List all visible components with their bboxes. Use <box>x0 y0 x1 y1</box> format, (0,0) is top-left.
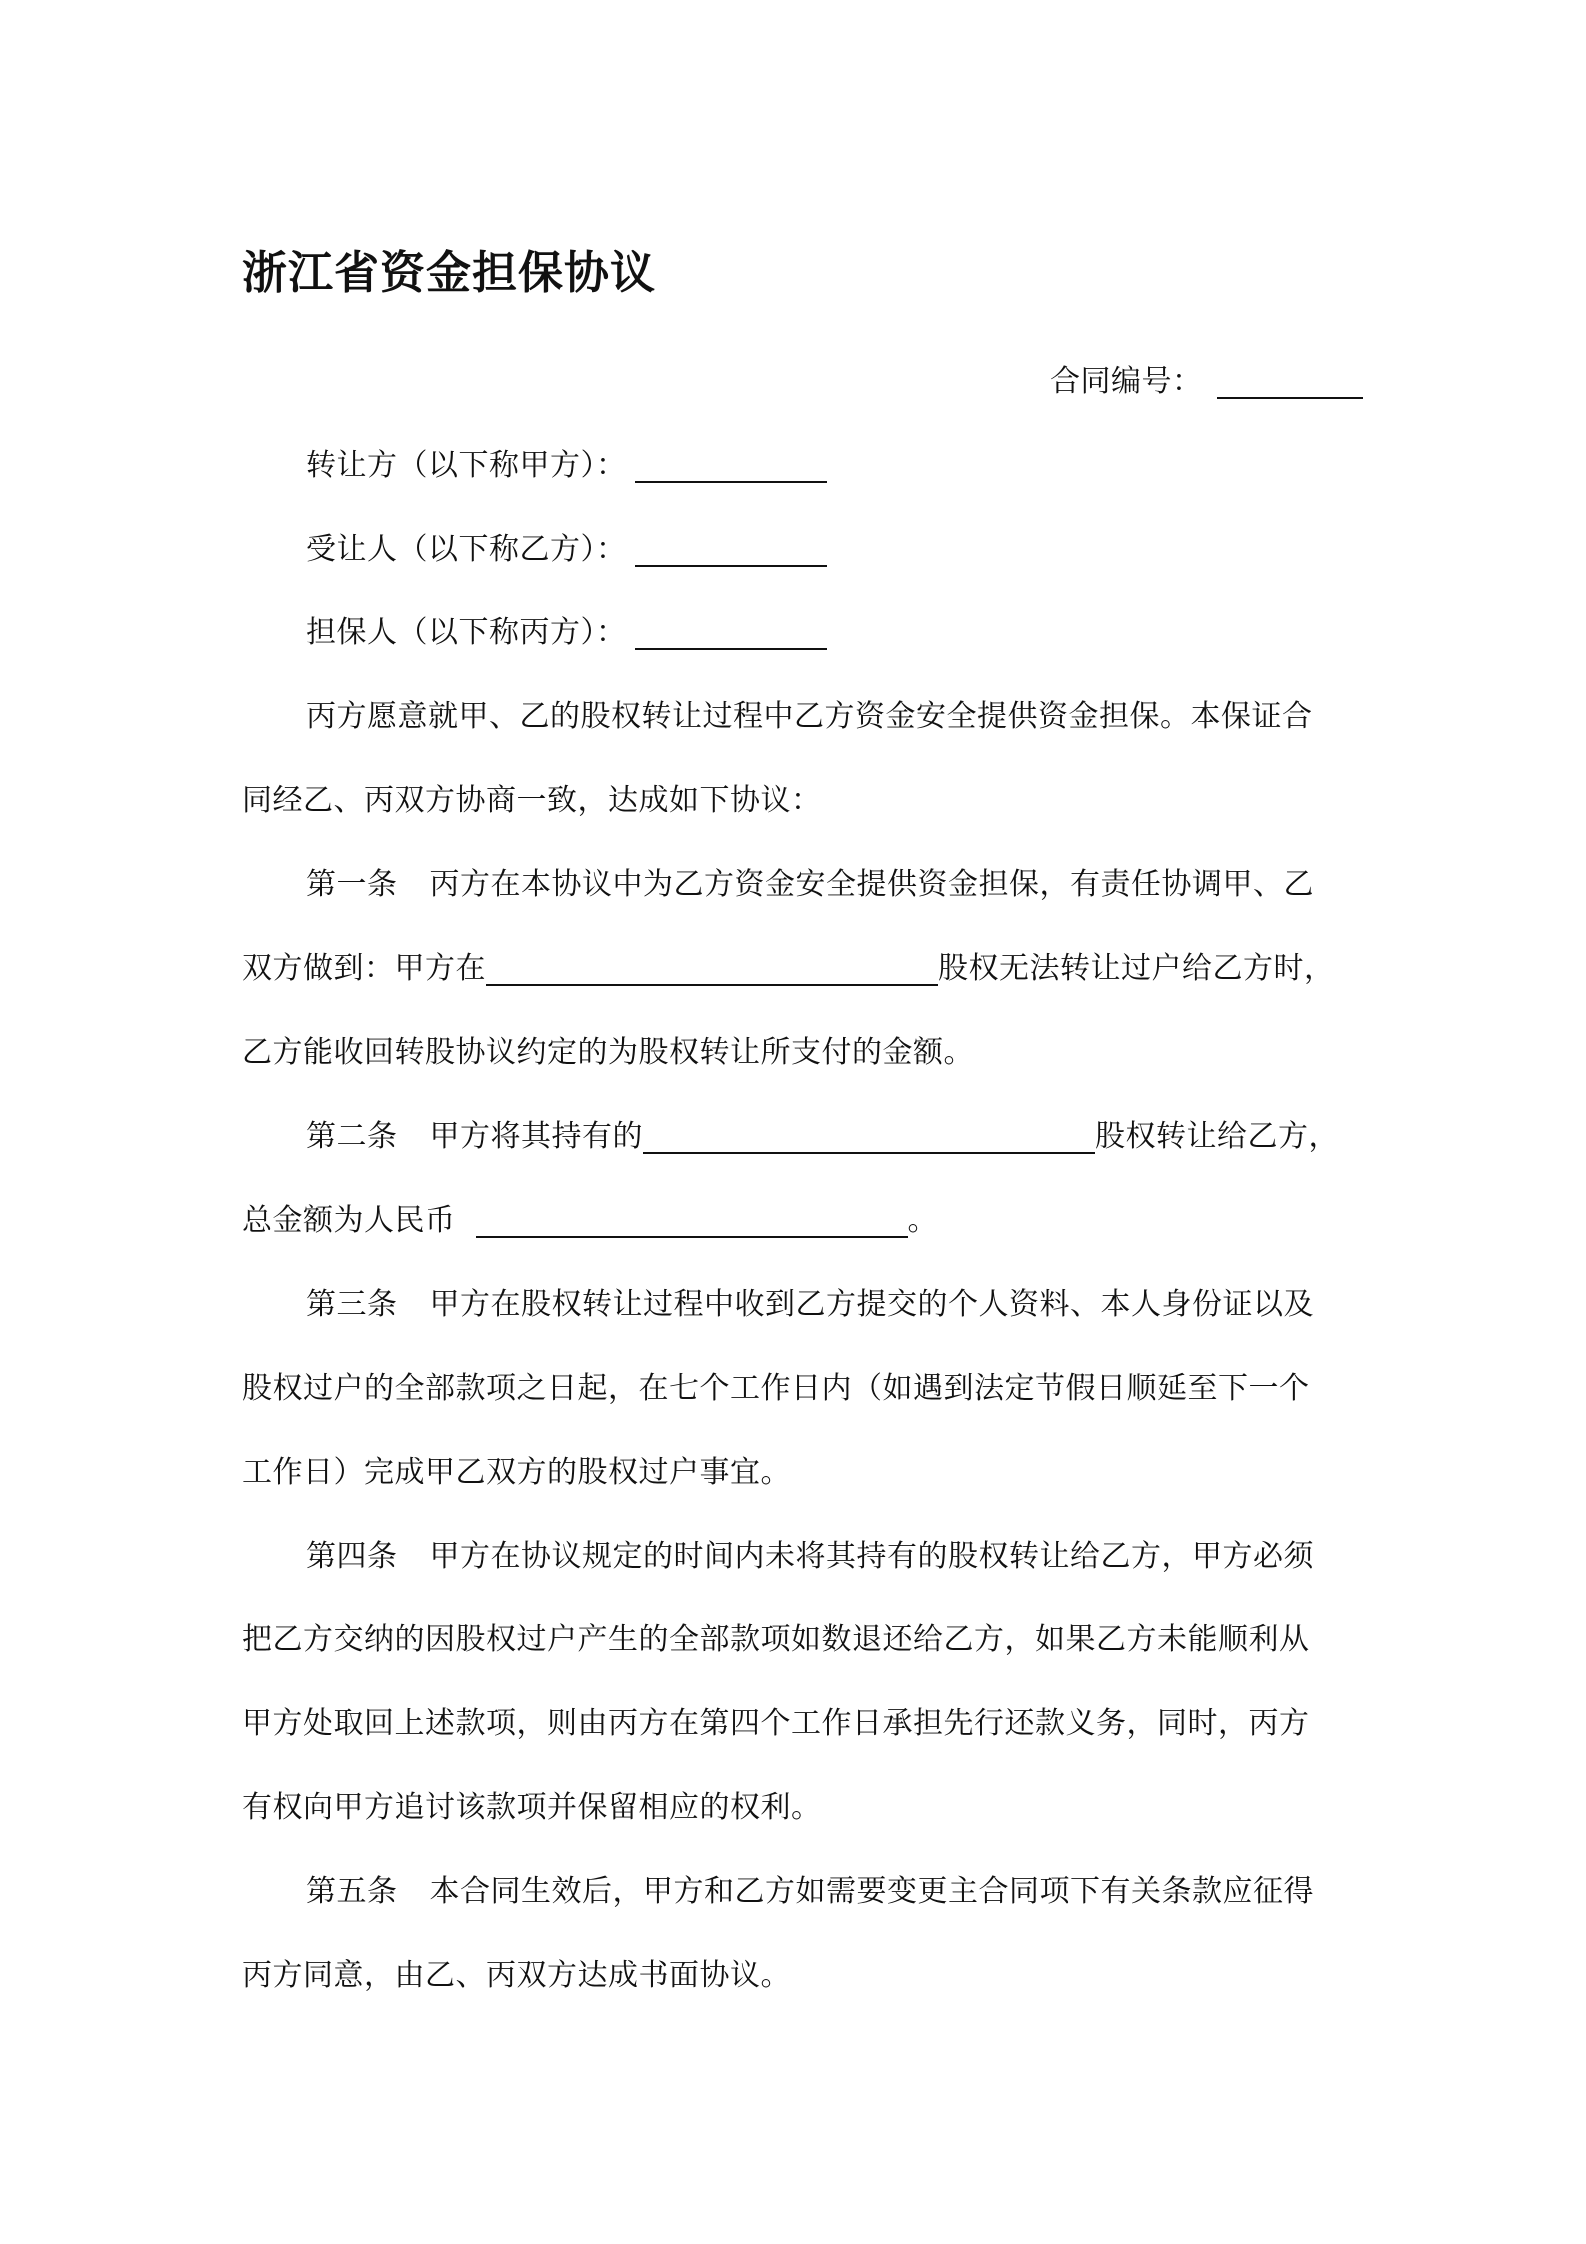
article-1-text-2a: 双方做到：甲方在 <box>242 951 486 986</box>
article-1-line-1 <box>306 865 1314 905</box>
preamble-line-1: 丙方愿意就甲、乙的股权转让过程中乙方资金安全提供资金担保。本保证合 <box>306 699 1313 734</box>
guarantor-row <box>306 613 827 653</box>
article-4-line-4: 有权向甲方追讨该款项并保留相应的权利。 <box>242 1790 822 1825</box>
transferor-label: 转让方（以下称甲方）： <box>306 448 627 483</box>
article-5-text-1: 本合同生效后，甲方和乙方如需要变更主合同项下有关条款应征得 <box>429 1874 1314 1909</box>
contract-number-row <box>1050 362 1363 402</box>
article-2-text-1a: 甲方将其持有的 <box>429 1119 643 1154</box>
article-2-text-1b: 股权转让给乙方， <box>1095 1119 1339 1154</box>
article-1-equity-blank[interactable] <box>486 950 938 986</box>
article-5-heading: 第五条 <box>306 1874 398 1909</box>
transferee-blank[interactable] <box>635 531 827 567</box>
article-2-line-1 <box>306 1117 1339 1157</box>
preamble-line-2: 同经乙、丙双方协商一致，达成如下协议： <box>242 783 822 818</box>
article-3-line-1 <box>306 1285 1314 1325</box>
article-2-equity-blank[interactable] <box>643 1118 1095 1154</box>
article-4-heading: 第四条 <box>306 1539 398 1574</box>
article-1-text-1: 丙方在本协议中为乙方资金安全提供资金担保，有责任协调甲、乙 <box>429 867 1314 902</box>
article-3-line-2: 股权过户的全部款项之日起，在七个工作日内（如遇到法定节假日顺延至下一个 <box>242 1371 1310 1406</box>
transferee-row <box>306 530 827 570</box>
article-2-text-2b: 。 <box>907 1203 938 1238</box>
transferor-row <box>306 446 827 486</box>
article-4-text-1: 甲方在协议规定的时间内未将其持有的股权转让给乙方，甲方必须 <box>429 1539 1314 1574</box>
article-1-text-2b: 股权无法转让过户给乙方时， <box>938 951 1335 986</box>
contract-number-label: 合同编号： <box>1050 364 1203 399</box>
article-5-line-2: 丙方同意，由乙、丙双方达成书面协议。 <box>242 1958 791 1993</box>
article-2-line-2 <box>242 1201 938 1241</box>
transferee-label: 受让人（以下称乙方）： <box>306 532 627 567</box>
article-5-line-1 <box>306 1872 1314 1912</box>
article-1-heading: 第一条 <box>306 867 398 902</box>
article-2-text-2a: 总金额为人民币 <box>242 1203 456 1238</box>
article-3-text-1: 甲方在股权转让过程中收到乙方提交的个人资料、本人身份证以及 <box>429 1287 1314 1322</box>
article-3-line-3: 工作日）完成甲乙双方的股权过户事宜。 <box>242 1455 791 1490</box>
article-1-line-3: 乙方能收回转股协议约定的为股权转让所支付的金额。 <box>242 1035 974 1070</box>
article-4-line-2: 把乙方交纳的因股权过户产生的全部款项如数退还给乙方，如果乙方未能顺利从 <box>242 1622 1310 1657</box>
article-3-heading: 第三条 <box>306 1287 398 1322</box>
article-2-heading: 第二条 <box>306 1119 398 1154</box>
guarantor-label: 担保人（以下称丙方）： <box>306 615 627 650</box>
article-2-amount-blank[interactable] <box>476 1202 908 1238</box>
transferor-blank[interactable] <box>635 447 827 483</box>
guarantor-blank[interactable] <box>635 614 827 650</box>
document-title: 浙江省资金担保协议 <box>242 246 657 299</box>
contract-number-blank[interactable] <box>1217 363 1363 399</box>
article-4-line-3: 甲方处取回上述款项，则由丙方在第四个工作日承担先行还款义务，同时，丙方 <box>242 1706 1310 1741</box>
article-1-line-2 <box>242 949 1335 989</box>
article-4-line-1 <box>306 1537 1314 1577</box>
